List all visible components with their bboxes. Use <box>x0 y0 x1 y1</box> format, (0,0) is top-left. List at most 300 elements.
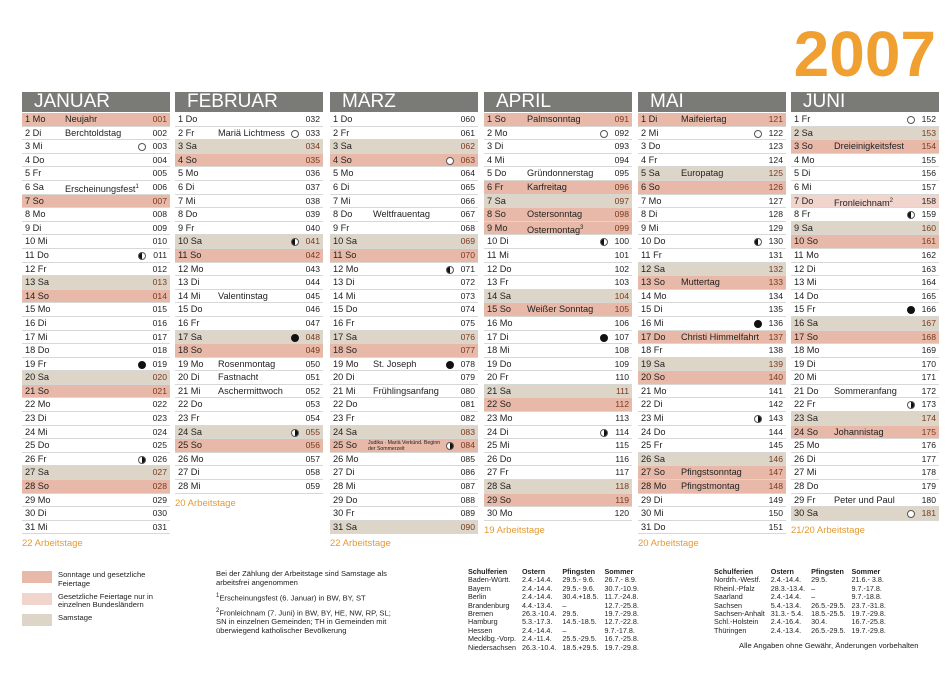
day-row <box>330 113 478 127</box>
day-label: 19 Di <box>794 358 816 369</box>
day-of-year: 100 <box>614 236 629 247</box>
day-of-year: 166 <box>921 304 936 315</box>
day-of-year: 053 <box>305 399 320 410</box>
day-label: 14 Mi <box>333 290 356 301</box>
moon-phase-icon <box>907 116 915 124</box>
day-row <box>638 371 786 385</box>
day-label: 13 So <box>641 277 666 288</box>
holiday-cell: 9.7.-18.8. <box>851 592 882 602</box>
day-label: 10 Di <box>487 236 509 247</box>
day-of-year: 065 <box>460 181 475 192</box>
day-event <box>681 113 726 127</box>
day-row <box>791 290 939 304</box>
day-event <box>681 480 740 494</box>
day-label: 12 Mo <box>333 263 359 274</box>
day-row <box>791 331 939 345</box>
day-of-year: 044 <box>305 277 320 288</box>
day-of-year: 152 <box>921 114 936 124</box>
day-label: 22 Mo <box>25 399 51 410</box>
day-row <box>22 426 170 440</box>
day-label: 10 Sa <box>178 236 203 247</box>
day-event <box>368 440 448 453</box>
day-of-year: 137 <box>768 331 783 342</box>
day-of-year: 169 <box>921 345 936 356</box>
day-of-year: 120 <box>614 508 629 519</box>
day-event <box>834 385 897 399</box>
day-row <box>175 466 323 480</box>
day-row <box>484 344 632 358</box>
day-of-year: 060 <box>460 114 475 124</box>
day-of-year: 122 <box>768 127 783 138</box>
moon-phase-icon <box>754 320 762 328</box>
day-label: 9 Mo <box>487 222 508 233</box>
day-label: 28 Do <box>794 481 819 492</box>
day-label: 7 So <box>25 195 44 206</box>
day-label: 7 Mo <box>641 195 662 206</box>
day-label: 2 Sa <box>794 127 813 138</box>
day-label: 25 Do <box>25 440 50 451</box>
day-of-year: 017 <box>152 331 167 342</box>
day-of-year: 061 <box>460 127 475 138</box>
day-label: 14 Mo <box>641 290 667 301</box>
day-row <box>638 154 786 168</box>
day-of-year: 050 <box>305 358 320 369</box>
day-of-year: 069 <box>460 236 475 247</box>
day-of-year: 146 <box>768 453 783 464</box>
day-event <box>218 371 258 385</box>
day-of-year: 063 <box>460 154 475 165</box>
holiday-cell: Sachsen-Anhalt <box>714 609 765 619</box>
day-row <box>175 480 323 494</box>
day-event-text: Gründonnerstag <box>527 168 594 179</box>
day-of-year: 007 <box>152 195 167 206</box>
day-of-year: 127 <box>768 195 783 206</box>
day-event-text: Fronleichnam <box>834 197 890 208</box>
month-märz <box>330 92 478 549</box>
day-of-year: 101 <box>614 249 629 260</box>
day-row <box>22 195 170 209</box>
day-label: 17 Di <box>487 331 509 342</box>
day-event <box>527 167 593 181</box>
holiday-cell: 23.7.-31.8. <box>851 600 886 610</box>
day-event-text: Muttertag <box>681 277 720 288</box>
day-of-year: 025 <box>152 440 167 451</box>
month-header: MÄRZ <box>330 92 478 112</box>
moon-phase-icon <box>446 361 454 369</box>
day-label: 5 Sa <box>641 168 660 179</box>
moon-phase-icon <box>291 334 299 342</box>
day-event-text: Erscheinungsfest <box>65 184 136 195</box>
day-row <box>484 303 632 317</box>
holiday-cell: Hessen <box>468 625 493 635</box>
day-row <box>330 466 478 480</box>
day-label: 29 Do <box>333 494 358 505</box>
day-row <box>330 439 478 453</box>
day-of-year: 177 <box>921 453 936 464</box>
day-label: 20 Fr <box>487 372 509 383</box>
day-row <box>484 398 632 412</box>
holiday-row <box>468 644 645 652</box>
day-of-year: 165 <box>921 290 936 301</box>
day-row <box>638 453 786 467</box>
day-of-year: 090 <box>460 521 475 532</box>
day-of-year: 035 <box>305 154 320 165</box>
day-label: 3 Do <box>641 141 661 152</box>
day-row <box>484 426 632 440</box>
day-label: 31 Do <box>641 521 666 532</box>
day-event <box>527 181 567 195</box>
day-label: 6 So <box>641 181 660 192</box>
day-row <box>638 276 786 290</box>
day-of-year: 081 <box>460 399 475 410</box>
holiday-cell: – <box>811 583 816 593</box>
day-label: 21 Mo <box>641 385 667 396</box>
day-row <box>175 140 323 154</box>
day-of-year: 173 <box>921 399 936 410</box>
holiday-cell: 5.4.-13.4. <box>770 600 802 610</box>
day-label: 1 Fr <box>794 114 811 124</box>
day-of-year: 111 <box>615 385 629 396</box>
holiday-cell: 2.4.-14.4. <box>770 575 802 585</box>
day-label: 9 Di <box>25 222 42 233</box>
month-header: JANUAR <box>22 92 170 112</box>
day-label: 14 Mi <box>178 290 201 301</box>
day-label: 10 So <box>794 236 819 247</box>
day-of-year: 112 <box>615 399 629 410</box>
day-label: 3 Di <box>487 141 504 152</box>
day-of-year: 168 <box>921 331 936 342</box>
holiday-column-header: Schulferien <box>468 567 508 576</box>
moon-phase-icon <box>138 143 146 151</box>
holiday-cell: 26.3.-10.4. <box>521 609 557 619</box>
day-of-year: 054 <box>305 413 320 424</box>
school-holidays-right <box>714 568 892 635</box>
day-row <box>22 398 170 412</box>
day-of-year: 155 <box>921 154 936 165</box>
day-row <box>330 208 478 222</box>
day-row <box>484 263 632 277</box>
holiday-cell: – <box>562 600 567 610</box>
day-row <box>330 371 478 385</box>
day-of-year: 170 <box>921 358 936 369</box>
moon-phase-icon <box>291 130 299 138</box>
day-label: 2 Fr <box>333 127 350 138</box>
day-of-year: 049 <box>305 345 320 356</box>
day-of-year: 107 <box>614 331 629 342</box>
day-label: 19 Mo <box>178 358 204 369</box>
day-label: 1 Do <box>333 114 353 124</box>
legend-item <box>22 593 172 611</box>
day-row <box>484 195 632 209</box>
moon-phase-icon <box>446 442 454 450</box>
day-row <box>22 235 170 249</box>
day-of-year: 130 <box>768 236 783 247</box>
day-label: 1 Do <box>178 114 198 124</box>
disclaimer: Alle Angaben ohne Gewähr, Änderungen vorbehalten <box>739 641 919 650</box>
day-of-year: 086 <box>460 467 475 478</box>
day-label: 20 Di <box>333 372 355 383</box>
day-label: 13 Di <box>333 277 355 288</box>
day-row <box>791 344 939 358</box>
day-of-year: 121 <box>768 114 783 124</box>
day-label: 25 Mo <box>794 440 820 451</box>
day-label: 4 So <box>178 154 197 165</box>
day-row <box>22 208 170 222</box>
day-event <box>681 167 723 181</box>
day-of-year: 045 <box>305 290 320 301</box>
day-event-text: Pfingstsonntag <box>681 467 742 478</box>
day-label: 1 Mo <box>25 114 46 124</box>
day-of-year: 115 <box>615 440 629 451</box>
day-label: 29 Mo <box>25 494 51 505</box>
day-label: 2 Mo <box>487 127 508 138</box>
day-of-year: 011 <box>153 249 167 260</box>
holiday-cell: Baden-Württ. <box>468 575 511 585</box>
legend-swatch <box>22 571 52 583</box>
day-label: 23 Fr <box>333 413 355 424</box>
day-of-year: 002 <box>152 127 167 138</box>
day-of-year: 125 <box>768 168 783 179</box>
day-row <box>791 507 939 521</box>
day-label: 13 Mi <box>794 277 817 288</box>
day-row <box>22 127 170 141</box>
day-of-year: 149 <box>768 494 783 505</box>
day-label: 15 Do <box>178 304 203 315</box>
day-row <box>638 466 786 480</box>
holiday-column-header: Pfingsten <box>562 567 596 576</box>
moon-phase-icon <box>907 211 915 219</box>
day-event-text: Neujahr <box>65 114 98 124</box>
day-label: 17 Mi <box>25 331 48 342</box>
day-label: 26 Fr <box>25 453 47 464</box>
day-of-year: 179 <box>921 481 936 492</box>
day-of-year: 108 <box>614 345 629 356</box>
day-row <box>484 208 632 222</box>
day-label: 7 Mi <box>333 195 351 206</box>
day-label: 15 Fr <box>794 304 816 315</box>
day-row <box>791 480 939 494</box>
day-event-text: Karfreitag <box>527 181 567 192</box>
day-of-year: 051 <box>305 372 320 383</box>
day-label: 24 So <box>794 426 819 437</box>
holiday-cell: 19.7.-29.8. <box>851 625 886 635</box>
day-label: 6 Sa <box>25 181 44 192</box>
day-label: 19 Mo <box>333 358 359 369</box>
day-row <box>484 371 632 385</box>
day-of-year: 104 <box>614 290 629 301</box>
day-row <box>330 426 478 440</box>
day-event-text: Rosenmontag <box>218 358 276 369</box>
day-row <box>791 358 939 372</box>
day-row <box>22 521 170 535</box>
day-of-year: 134 <box>768 290 783 301</box>
day-of-year: 118 <box>615 481 629 492</box>
day-event <box>834 140 904 154</box>
day-label: 9 Fr <box>178 222 195 233</box>
day-label: 5 Di <box>794 168 811 179</box>
day-row <box>791 181 939 195</box>
day-of-year: 047 <box>305 317 320 328</box>
day-label: 24 Sa <box>333 426 358 437</box>
day-event-text: Mariä Lichtmess <box>218 127 285 138</box>
day-row <box>330 195 478 209</box>
day-of-year: 020 <box>152 372 167 383</box>
holiday-cell: 2.4.-14.4. <box>521 583 553 593</box>
holiday-cell: 16.7.-25.8. <box>604 634 639 644</box>
day-row <box>22 276 170 290</box>
day-label: 21 Mi <box>333 385 356 396</box>
moon-phase-icon <box>600 130 608 138</box>
day-event-text: Valentinstag <box>218 290 268 301</box>
day-event-text: Judika · Mariä Verkünd. Beginn der Sommerzeit <box>368 439 441 453</box>
day-of-year: 160 <box>921 222 936 233</box>
day-row <box>330 494 478 508</box>
holiday-cell: 12.7.-25.8. <box>604 600 639 610</box>
day-of-year: 024 <box>152 426 167 437</box>
day-row <box>638 317 786 331</box>
day-row <box>638 358 786 372</box>
day-of-year: 145 <box>768 440 783 451</box>
day-row <box>484 412 632 426</box>
day-row <box>791 140 939 154</box>
day-row <box>638 344 786 358</box>
day-label: 28 Sa <box>487 481 512 492</box>
day-of-year: 003 <box>152 141 167 152</box>
day-event <box>373 385 439 399</box>
day-label: 4 Fr <box>641 154 658 165</box>
day-of-year: 032 <box>305 114 320 124</box>
holiday-column-header: Sommer <box>604 567 634 576</box>
holiday-cell: Bayern <box>468 583 491 593</box>
day-label: 12 Di <box>794 263 816 274</box>
day-of-year: 161 <box>921 236 936 247</box>
month-januar <box>22 92 170 549</box>
day-row <box>330 167 478 181</box>
day-of-year: 148 <box>768 481 783 492</box>
day-label: 8 Di <box>641 209 658 220</box>
day-event-text: Pfingstmontag <box>681 481 740 492</box>
day-label: 7 Mi <box>178 195 196 206</box>
day-label: 3 Mi <box>25 141 43 152</box>
day-of-year: 176 <box>921 440 936 451</box>
day-label: 5 Fr <box>25 168 42 179</box>
day-row <box>330 140 478 154</box>
day-of-year: 076 <box>460 331 475 342</box>
day-of-year: 096 <box>614 181 629 192</box>
day-of-year: 027 <box>152 467 167 478</box>
day-of-year: 123 <box>768 141 783 152</box>
holiday-cell: 26.3.-10.4. <box>521 642 557 652</box>
day-row <box>484 276 632 290</box>
moon-phase-icon <box>291 429 299 437</box>
day-row <box>791 222 939 236</box>
legend-text: Samstage <box>58 613 93 623</box>
day-label: 11 So <box>333 249 357 260</box>
day-of-year: 070 <box>460 249 475 260</box>
day-row <box>175 235 323 249</box>
notes <box>216 570 396 636</box>
month-juni <box>791 92 939 536</box>
day-event-text: Dreieinigkeitsfest <box>834 141 904 152</box>
day-row <box>638 426 786 440</box>
day-label: 16 Fr <box>178 317 200 328</box>
day-of-year: 001 <box>152 114 167 124</box>
day-of-year: 117 <box>615 467 629 478</box>
day-of-year: 141 <box>768 385 783 396</box>
note-2: $^2$Fronleichnam (7. Juni) in BW, BY, HE, NW, RP, SL; SN in einzelnen Gemeinden; TH in Gemeinden mit überwiegend katholischer Bevölkerung <box>216 607 391 636</box>
holiday-cell: Mecklbg.-Vorp. <box>468 634 516 644</box>
moon-phase-icon <box>138 456 146 464</box>
day-of-year: 159 <box>921 209 936 220</box>
day-row <box>484 480 632 494</box>
day-of-year: 042 <box>305 249 320 260</box>
holiday-cell: 26.5.-29.5. <box>811 600 846 610</box>
moon-phase-icon <box>600 429 608 437</box>
holiday-row <box>714 627 892 635</box>
footnote-mark: 2 <box>889 197 894 204</box>
day-of-year: 180 <box>921 494 936 505</box>
day-row <box>175 127 323 141</box>
day-row <box>22 331 170 345</box>
day-label: 4 So <box>333 154 352 165</box>
day-of-year: 113 <box>615 413 629 424</box>
day-label: 15 Mo <box>25 304 51 315</box>
day-row <box>22 507 170 521</box>
day-row <box>175 358 323 372</box>
day-label: 25 Mi <box>487 440 510 451</box>
day-label: 11 Fr <box>641 249 662 260</box>
moon-phase-icon <box>600 334 608 342</box>
moon-phase-icon <box>446 266 454 274</box>
legend-swatch <box>22 593 52 605</box>
month-header: FEBRUAR <box>175 92 323 112</box>
holiday-cell: Thüringen <box>714 625 747 635</box>
day-row <box>791 276 939 290</box>
day-label: 18 Fr <box>641 345 663 356</box>
day-label: 26 Sa <box>641 453 666 464</box>
month-header: JUNI <box>791 92 939 112</box>
day-row <box>330 127 478 141</box>
day-of-year: 026 <box>152 453 167 464</box>
holiday-cell: 12.7.-22.8. <box>604 617 639 627</box>
day-row <box>484 331 632 345</box>
day-of-year: 012 <box>152 263 167 274</box>
holiday-cell: 16.7.-25.8. <box>851 617 886 627</box>
day-row <box>330 303 478 317</box>
day-of-year: 154 <box>921 141 936 152</box>
day-row <box>330 263 478 277</box>
day-row <box>330 385 478 399</box>
holiday-cell: 26.7.- 8.9. <box>604 575 637 585</box>
day-of-year: 126 <box>768 181 783 192</box>
day-row <box>638 303 786 317</box>
day-of-year: 178 <box>921 467 936 478</box>
day-label: 8 Fr <box>794 209 811 220</box>
day-of-year: 099 <box>614 222 629 233</box>
day-row <box>330 358 478 372</box>
day-of-year: 171 <box>921 372 936 383</box>
day-row <box>175 412 323 426</box>
day-row <box>175 398 323 412</box>
day-event <box>65 127 121 141</box>
day-of-year: 136 <box>768 317 783 328</box>
holiday-cell: 26.5.-29.5. <box>811 625 846 635</box>
day-label: 26 Mo <box>178 453 204 464</box>
day-of-year: 078 <box>460 358 475 369</box>
day-event-text: Frühlingsanfang <box>373 385 439 396</box>
day-row <box>484 140 632 154</box>
day-row <box>22 466 170 480</box>
